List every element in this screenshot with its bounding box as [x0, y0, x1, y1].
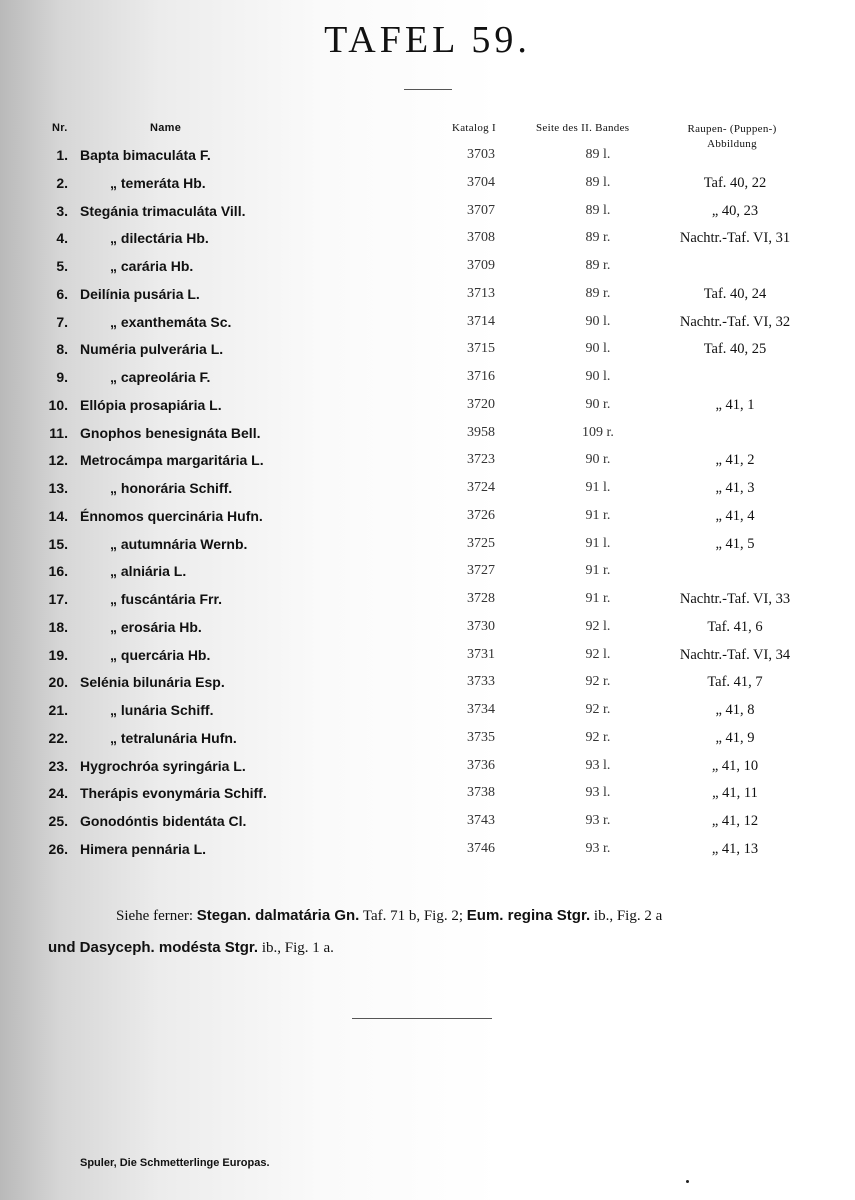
page-reference: 93 r. [585, 840, 611, 856]
page-reference: 89 r. [585, 258, 611, 273]
row-number: 23. [48, 757, 68, 774]
table-row [0, 227, 855, 255]
katalog-number: 3708 [467, 230, 495, 246]
table-row [0, 172, 855, 200]
page-reference: 91 l. [585, 535, 611, 551]
figure-reference: Nachtr.-Taf. VI, 34 [679, 646, 791, 663]
katalog-number: 3726 [467, 507, 495, 523]
note-text-1: Siehe ferner: [116, 908, 197, 924]
species-name: Énnomos quercinária Hufn. [80, 507, 263, 524]
table-row [0, 422, 855, 450]
figure-reference: „ 41, 10 [711, 757, 759, 774]
note-text-5: ib., Fig. 1 a. [258, 940, 334, 956]
header-katalog: Katalog I [452, 122, 496, 134]
page-reference: 91 l. [585, 480, 611, 495]
page-reference: 89 l. [585, 174, 611, 190]
species-name: „ temeráta Hb. [110, 174, 206, 191]
page-reference: 93 l. [585, 785, 611, 801]
katalog-number: 3716 [467, 369, 495, 384]
species-name: „ quercária Hb. [110, 646, 211, 663]
figure-reference: „ 40, 23 [711, 202, 759, 219]
katalog-number: 3704 [467, 174, 495, 190]
species-name: „ honorária Schiff. [110, 480, 233, 496]
species-name: Stegánia trimaculáta Vill. [80, 202, 246, 219]
species-name: „ alniária L. [110, 563, 187, 580]
species-name: „ autumnária Wernb. [110, 535, 248, 552]
note-line-2 [48, 932, 818, 964]
figure-reference: „ 41, 13 [711, 840, 759, 857]
katalog-number: 3738 [467, 785, 495, 801]
header-name: Name [150, 122, 182, 134]
table-row [0, 366, 855, 394]
see-also-note [48, 900, 818, 964]
table-row [0, 283, 855, 311]
figure-reference: „ 41, 9 [715, 729, 755, 746]
figure-reference: Taf. 41, 7 [707, 674, 763, 691]
table-row [0, 394, 855, 422]
figure-reference: Nachtr.-Taf. VI, 31 [679, 230, 791, 247]
katalog-number: 3728 [467, 591, 495, 606]
katalog-number: 3730 [467, 618, 495, 634]
katalog-number: 3725 [467, 535, 495, 551]
table-row [0, 144, 855, 172]
figure-reference: „ 41, 11 [712, 785, 758, 802]
table-row [0, 449, 855, 477]
row-number: 9. [56, 369, 68, 385]
page-reference: 89 r. [585, 230, 611, 246]
katalog-number: 3743 [467, 813, 495, 828]
table-row [0, 255, 855, 283]
figure-reference: Taf. 41, 6 [707, 618, 763, 635]
row-number: 11. [49, 424, 68, 441]
figure-reference: „ 41, 4 [715, 507, 755, 524]
page-reference: 92 l. [585, 646, 611, 662]
note-species-3: Dasyceph. modésta Stgr. [79, 939, 259, 956]
header-nr: Nr. [52, 122, 68, 134]
page-reference: 91 r. [585, 591, 611, 606]
table-row [0, 477, 855, 505]
page-reference: 93 r. [585, 813, 611, 828]
table-row [0, 699, 855, 727]
species-name: Deilínia pusária L. [80, 285, 200, 302]
species-name: „ tetralunária Hufn. [110, 729, 237, 746]
species-name: Gonodóntis bidentáta Cl. [80, 813, 247, 829]
page-reference: 89 l. [585, 202, 611, 218]
row-number: 18. [48, 618, 68, 635]
note-text-2: Taf. 71 b, Fig. 2; [359, 908, 467, 924]
species-name: „ carária Hb. [110, 258, 194, 274]
katalog-number: 3746 [467, 840, 495, 856]
figure-reference: „ 41, 12 [711, 813, 759, 829]
katalog-number: 3720 [467, 396, 495, 412]
katalog-number: 3733 [467, 674, 495, 690]
species-name: Metrocámpa margaritária L. [80, 452, 264, 469]
row-number: 17. [48, 591, 68, 607]
figure-reference: Taf. 40, 24 [703, 285, 767, 302]
table-row [0, 588, 855, 616]
figure-reference: Nachtr.-Taf. VI, 33 [679, 591, 791, 607]
row-number: 3. [56, 202, 68, 219]
table-row [0, 727, 855, 755]
species-name: „ lunária Schiff. [110, 702, 214, 718]
row-number: 19. [48, 646, 68, 663]
species-name: „ capreolária F. [110, 369, 211, 385]
row-number: 12. [48, 452, 68, 469]
figure-reference: „ 41, 8 [715, 702, 755, 718]
page-reference: 90 l. [585, 313, 611, 329]
page-reference: 92 r. [585, 674, 611, 690]
table-row [0, 311, 855, 339]
table-row [0, 838, 855, 866]
note-species-1: Stegan. dalmatária Gn. [196, 907, 360, 924]
row-number: 21. [48, 702, 68, 718]
katalog-number: 3958 [467, 424, 495, 440]
katalog-number: 3715 [467, 341, 495, 357]
page-reference: 91 r. [585, 507, 611, 523]
header-raupen-line1: Raupen- (Puppen-) [687, 123, 777, 135]
page-reference: 90 l. [585, 369, 611, 384]
note-line-1 [48, 900, 818, 932]
page-reference: 89 l. [585, 147, 611, 162]
bottom-divider [352, 1018, 492, 1019]
katalog-number: 3727 [467, 563, 495, 579]
page-reference: 92 r. [585, 729, 611, 745]
row-number: 5. [56, 258, 68, 274]
row-number: 22. [48, 729, 68, 746]
speck-mark [686, 1180, 689, 1183]
katalog-number: 3709 [467, 258, 495, 273]
page-reference: 91 r. [585, 563, 611, 579]
species-name: Himera pennária L. [80, 840, 207, 857]
katalog-number: 3735 [467, 729, 495, 745]
table-row [0, 644, 855, 672]
species-name: „ fuscántária Frr. [110, 591, 223, 607]
species-name: „ exanthemáta Sc. [110, 313, 232, 330]
table-row [0, 338, 855, 366]
row-number: 7. [56, 313, 68, 330]
table-row [0, 782, 855, 810]
row-number: 20. [48, 674, 68, 691]
katalog-number: 3703 [467, 147, 495, 162]
plate-title: TAFEL 59. [324, 19, 531, 61]
table-row [0, 533, 855, 561]
page-reference: 90 r. [585, 396, 611, 412]
row-number: 4. [56, 230, 68, 247]
figure-reference: „ 41, 2 [715, 452, 755, 469]
table-row [0, 200, 855, 228]
table-row [0, 560, 855, 588]
row-number: 25. [48, 813, 68, 829]
katalog-number: 3734 [467, 702, 495, 717]
footer-credit: Spuler, Die Schmetterlinge Europas. [80, 1157, 270, 1169]
figure-reference: „ 41, 1 [715, 396, 755, 413]
page-reference: 92 l. [585, 618, 611, 634]
species-name: Hygrochróa syringária L. [80, 757, 246, 774]
page-reference: 89 r. [585, 285, 611, 301]
figure-reference: Nachtr.-Taf. VI, 32 [679, 313, 791, 330]
figure-reference: Taf. 40, 25 [703, 341, 767, 358]
page-reference: 90 l. [585, 341, 611, 357]
title-divider [404, 89, 452, 90]
page-reference: 92 r. [585, 702, 611, 717]
note-text-3: ib., Fig. 2 a [590, 908, 663, 924]
species-name: Gnophos benesignáta Bell. [80, 424, 261, 441]
table-row [0, 810, 855, 838]
species-name: Numéria pulverária L. [80, 341, 224, 358]
species-name: „ erosária Hb. [110, 618, 202, 635]
row-number: 6. [56, 285, 68, 302]
species-name: „ dilectária Hb. [110, 230, 209, 247]
species-table [0, 144, 855, 866]
header-raupen-line2: Abbildung [707, 138, 757, 150]
row-number: 15. [48, 535, 68, 552]
row-number: 16. [48, 563, 68, 580]
species-name: Bapta bimaculáta F. [80, 147, 211, 163]
row-number: 14. [48, 507, 68, 524]
katalog-number: 3723 [467, 452, 495, 468]
row-number: 24. [48, 785, 68, 802]
page-reference: 93 l. [585, 757, 611, 773]
species-name: Selénia bilunária Esp. [80, 674, 225, 691]
katalog-number: 3724 [467, 480, 495, 495]
katalog-number: 3707 [467, 202, 495, 218]
row-number: 13. [48, 480, 68, 496]
katalog-number: 3714 [467, 313, 495, 329]
table-row [0, 616, 855, 644]
figure-reference: Taf. 40, 22 [703, 174, 767, 191]
header-seite: Seite des II. Bandes [536, 122, 630, 134]
row-number: 2. [56, 174, 68, 191]
note-text-4: und [48, 939, 80, 956]
note-species-2: Eum. regina Stgr. [466, 907, 591, 924]
row-number: 26. [48, 840, 68, 857]
figure-reference: „ 41, 5 [715, 535, 755, 552]
katalog-number: 3713 [467, 285, 495, 301]
table-row [0, 755, 855, 783]
table-row [0, 505, 855, 533]
species-name: Therápis evonymária Schiff. [80, 785, 267, 802]
page-reference: 109 r. [582, 424, 614, 440]
page-reference: 90 r. [585, 452, 611, 468]
row-number: 10. [48, 396, 68, 413]
katalog-number: 3736 [467, 757, 495, 773]
table-row [0, 671, 855, 699]
figure-reference: „ 41, 3 [715, 480, 755, 496]
katalog-number: 3731 [467, 646, 495, 662]
species-name: Ellópia prosapiária L. [80, 396, 222, 413]
row-number: 8. [56, 341, 68, 358]
row-number: 1. [56, 147, 68, 163]
